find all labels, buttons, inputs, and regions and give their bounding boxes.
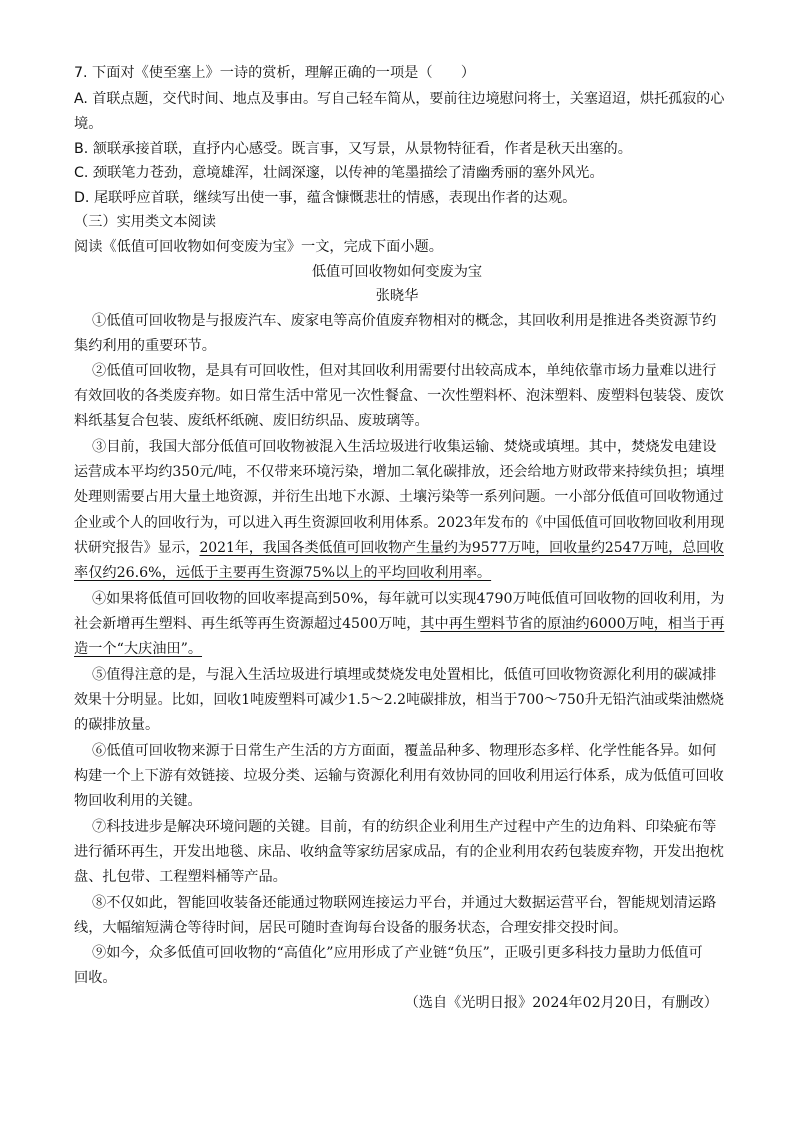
paragraph-8-line-1: ⑧不仅如此，智能回收装备还能通过物联网连接运力平台，并通过大数据运营平台，智能规划清运路	[92, 895, 717, 911]
paragraph-5-line-1: ⑤值得注意的是，与混入生活垃圾进行填埋或焚烧发电处置相比，低值可回收物资源化利用的碳减排	[92, 667, 717, 683]
underlined-statistic-2: 率仅约26.6%，远低于主要再生资源75%以上的平均回收利用率。	[74, 565, 492, 581]
option-d: D. 尾联呼应首联，继续写出使一事，蕴含慷慨悲壮的情感，表现出作者的达观。	[74, 190, 577, 206]
question-7-stem: 7. 下面对《使至塞上》一诗的赏析，理解正确的一项是（ ）	[74, 65, 476, 81]
paragraph-6-line-2: 构建一个上下游有效链接、垃圾分类、运输与资源化利用有效协同的回收利用运行体系，成为低值可回收	[74, 768, 724, 784]
paragraph-6-line-3: 物回收利用的关键。	[74, 793, 202, 809]
paragraph-3-line-1: ③目前，我国大部分低值可回收物被混入生活垃圾进行收集运输、焚烧或填埋。其中，焚烧发电建设	[92, 439, 717, 455]
article-source: （选自《光明日报》2024年02月20日，有删改）	[404, 995, 718, 1011]
paragraph-3-line-3: 处理则需要占用大量土地资源，并衍生出地下水源、土壤污染等一系列问题。一小部分低值可回收物通过	[74, 489, 724, 505]
paragraph-3-line-5-plain: 状研究报告》显示，	[74, 540, 200, 556]
paragraph-9-line-1: ⑨如今，众多低值可回收物的“高值化”应用形成了产业链“负压”，正吸引更多科技力量助力低值可	[92, 945, 703, 961]
paragraph-1-line-2: 集约利用的重要环节。	[74, 338, 216, 354]
paragraph-9-line-2: 回收。	[74, 970, 117, 986]
paragraph-6-line-1: ⑥低值可回收物来源于日常生产生活的方方面面，覆盖品种多、物理形态多样、化学性能各异。如何	[92, 743, 717, 759]
paragraph-4-line-1: ④如果将低值可回收物的回收率提高到50%，每年就可以实现4790万吨低值可回收物的回收利用，为	[92, 591, 725, 607]
paragraph-2-line-1: ②低值可回收物，是具有可回收性，但对其回收利用需要付出较高成本，单纯依靠市场力量难以进行	[92, 363, 717, 379]
paragraph-5-line-3: 的碳排放量。	[74, 717, 160, 733]
article-title: 低值可回收物如何变废为宝	[311, 264, 483, 280]
underlined-oil-1: 其中再生塑料节省的原油约6000万吨，相当于再	[420, 616, 725, 632]
paragraph-2-line-3: 料纸基复合包装、废纸杯纸碗、废旧纺织品、废玻璃等。	[74, 413, 429, 429]
underlined-oil-2: 造一个“大庆油田”。	[74, 641, 203, 657]
reading-instruction: 阅读《低值可回收物如何变废为宝》一文，完成下面小题。	[74, 239, 443, 255]
paragraph-3-line-5	[74, 538, 724, 558]
paragraph-1-line-1: ①低值可回收物是与报废汽车、废家电等高价值废弃物相对的概念，其回收利用是推进各类资源节约	[92, 313, 717, 329]
option-b: B. 颔联承接首联，直抒内心感受。既言事，又写景，从景物特征看，作者是秋天出塞的。	[74, 141, 632, 157]
option-a-line-1: A. 首联点题，交代时间、地点及事由。写自己轻车简从，要前往边境慰问将士，关塞迢迢，烘托孤寂的心	[74, 91, 725, 107]
underlined-statistic-1: 2021年，我国各类低值可回收物产生量约为9577万吨，回收量约2547万吨，总回收	[199, 540, 724, 556]
article-author: 张晓华	[375, 288, 419, 304]
paragraph-7-line-1: ⑦科技进步是解决环境问题的关键。目前，有的纺织企业利用生产过程中产生的边角料、印染疵布等	[92, 819, 717, 835]
paragraph-3-line-2: 运营成本平均约350元/吨，不仅带来环境污染，增加二氧化碳排放，还会给地方财政带来持续负担；填埋	[74, 464, 725, 480]
paragraph-5-line-2: 效果十分明显。比如，回收1吨废塑料可减少1.5～2.2吨碳排放，相当于700～750升无铅汽油或柴油燃烧	[74, 692, 724, 708]
section-heading: （三）实用类文本阅读	[74, 214, 216, 230]
option-c: C. 颈联笔力苍劲，意境雄浑，壮阔深邃，以传神的笔墨描绘了清幽秀丽的塞外风光。	[74, 165, 604, 181]
option-a-line-2: 境。	[74, 116, 103, 132]
paragraph-7-line-2: 进行循环再生，开发出地毯、床品、收纳盒等家纺居家成品，有的企业利用农药包装废弃物，开发出抱枕	[74, 844, 724, 860]
paragraph-4-line-2	[74, 614, 724, 634]
paragraph-3-line-4: 企业或个人的回收行为，可以进入再生资源回收利用体系。2023年发布的《中国低值可回收物回收利用现	[74, 515, 725, 531]
paragraph-8-line-2: 线，大幅缩短满仓等待时间，居民可随时查询每台设备的服务状态，合理安排交投时间。	[74, 920, 628, 936]
paragraph-7-line-3: 盘、扎包带、工程塑料桶等产品。	[74, 869, 287, 885]
paragraph-4-line-2-plain: 社会新增再生塑料、再生纸等再生资源超过4500万吨，	[74, 616, 421, 632]
paragraph-2-line-2: 有效回收的各类废弃物。如日常生活中常见一次性餐盒、一次性塑料杯、泡沫塑料、废塑料包装袋、废饮	[74, 388, 724, 404]
